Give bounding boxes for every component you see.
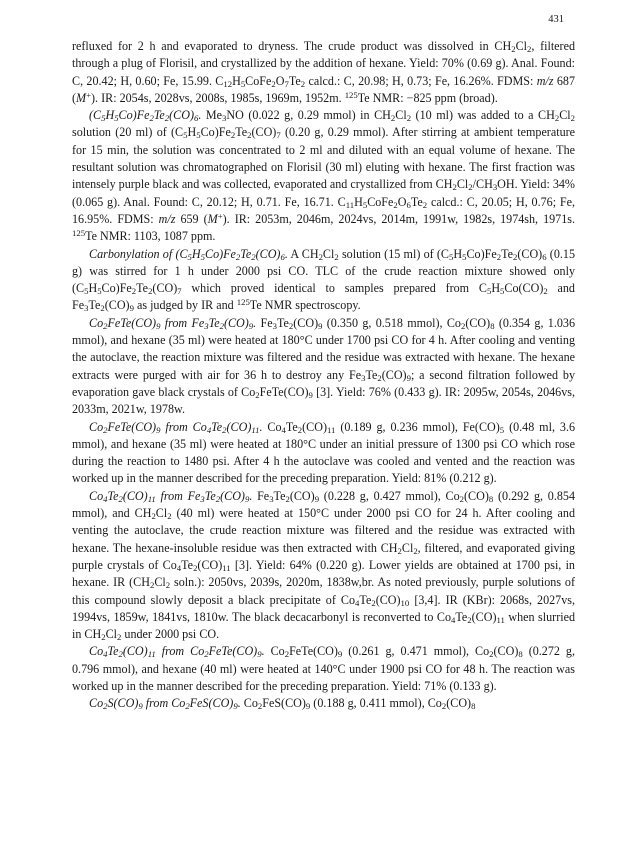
paragraph-co2fete-from-co4te2: $Co_2FeTe(CO)_9$ from $Co_4Te_2(CO)_{11}$. $Co_4Te_2(CO)_{11}$ (0.189 g, 0.236 mmol), $Fe(CO)_5$ (0.48 ml, 3.6 mmol), and hexane (35 ml) were heated at 180°C under an initial pressure of 1300 psi CO which rose during the reaction to 1480 psi. After 4 h the autoclave was cooled and vented and the reaction was worked up in the manner described for the preceding preparation. Yield: 81% (0.212 g). bbox=[72, 419, 576, 486]
paragraph-continuation: refluxed for 2 h and evaporated to dryness. The crude product was dissolved in $CH_2Cl_2$, filtered through a plug of Florisil, and crystallized by the addition of hexane. Yield: 70% (0.69 g). Anal. Found: C, 20.42; H, 0.60; Fe, 15.99. $C_{12}H_5CoFe_2O_7Te_2$ calcd.: C, 20.98; H, 0.73; Fe, 16.26%. FDMS: m/z 687 (M+). IR: 2054s, 2028vs, 2008s, 1985s, 1969m, 1952m. $^{125}$Te NMR: −825 ppm (broad). bbox=[72, 39, 575, 105]
paragraph-co4te2-from-co2fete: $Co_4Te_2(CO)_{11}$ from $Co_2FeTe(CO)_9$. $Co_2FeTe(CO)_9$ (0.261 g, 0.471 mmol), $Co_2(CO)_8$ (0.272 g, 0.796 mmol), and hexane (40 ml) were heated at 140°C under 1900 psi CO for 48 h. The reaction was worked up in the manner described for the preceding preparation. Yield: 71% (0.133 g). bbox=[72, 644, 576, 693]
body-text bbox=[72, 38, 575, 713]
page-number: 431 bbox=[548, 14, 564, 25]
paragraph-carbonylation: Carbonylation of $(C_5H_5Co)Fe_2Te_2(CO)_6$. A $CH_2Cl_2$ solution (15 ml) of $(C_5H_5Co)Fe_2Te_2(CO)_6$ (0.15 g) was stirred for 1 h under 2000 psi CO. TLC of the crude reaction mixture showed only $(C_5H_5Co)Fe_2Te_2(CO)_7$ which proved identical to samples prepared from $C_5H_5Co(CO)_2$ and $Fe_3Te_2(CO)_9$ as judged by IR and $^{125}$Te NMR spectroscopy. bbox=[72, 246, 575, 314]
paragraph-co4te2-from-fe3te2: $Co_4Te_2(CO)_{11}$ from $Fe_3Te_2(CO)_9$. $Fe_3Te_2(CO)_9$ (0.228 g, 0.427 mmol), $Co_2(CO)_8$ (0.292 g, 0.854 mmol), and $CH_2Cl_2$ (40 ml) were heated at 150°C under 2000 psi CO for 24 h. After cooling and venting the autoclave, the crude reaction mixture was filtered and the residue was extracted with hexane. The hexane-insoluble residue was then extracted with $CH_2Cl_2$, filtered, and evaporated giving purple crystals of $Co_4Te_2(CO)_{11}$ [3]. Yield: 64% (0.220 g). Lower yields are obtained at 1700 psi, in hexane. IR ($CH_2Cl_2$ soln.): 2050vs, 2039s, 2020m, 1838w,br. As noted previously, purple solutions of this compound slowly deposit a black precipitate of $Co_4Te_2(CO)_{10}$ [3,4]. IR (KBr): 2068s, 2027vs, 1994vs, 1859w, 1841vs, 1810w. The black decacarbonyl is reconverted to $Co_4Te_2(CO)_{11}$ when slurried in $CH_2Cl_2$ under 2000 psi CO. bbox=[72, 488, 576, 642]
paragraph-co2s-from-co2fes: $Co_2S(CO)_9$ from $Co_2FeS(CO)_9$. $Co_2FeS(CO)_9$ (0.188 g, 0.411 mmol), $Co_2(CO)_8$ bbox=[89, 696, 476, 712]
paragraph-co2fete-from-fe3te2: $Co_2FeTe(CO)_9$ from $Fe_3Te_2(CO)_9$. $Fe_3Te_2(CO)_9$ (0.350 g, 0.518 mmol), $Co_2(CO)_8$ (0.354 g, 1.036 mmol), and hexane (35 ml) were heated at 180°C under 1700 psi CO for 4 h. After cooling and venting the autoclave, the reaction mixture was filtered and the residue was extracted with hexane. The hexane extracts were purged with air for 36 h to destroy any $Fe_3Te_2(CO)_9$; a second filtration followed by evaporation gave black crystals of $Co_2FeTe(CO)_9$ [3]. Yield: 76% (0.433 g). IR: 2095w, 2054s, 2046vs, 2033m, 2021w, 1978w. bbox=[72, 315, 576, 417]
paragraph-cp-co-fe2te2-co6: $(C_5H_5Co)Fe_2Te_2(CO)_6$. $Me_3NO$ (0.022 g, 0.29 mmol) in $CH_2Cl_2$ (10 ml) was added to a $CH_2Cl_2$ solution (20 ml) of $(C_5H_5Co)Fe_2Te_2(CO)_7$ (0.20 g, 0.29 mmol). After stirring at ambient temperature for 15 min, the solution was concentrated to 2 ml and diluted with an equal volume of hexane. The resultant solution was chromatographed on Florisil (30 ml) eluting with hexane. The first fraction was intensely purple black and was collected, evaporated and crystallized from $CH_2Cl_2/CH_3OH$. Yield: 34% (0.065 g). Anal. Found: C, 20.12; H, 0.71. Fe, 16.71. $C_{11}H_5CoFe_2O_6Te_2$ calcd.: C, 20.05; H, 0.76; Fe, 16.95%. FDMS: m/z 659 (M+). IR: 2053m, 2046m, 2024vs, 2014m, 1991w, 1982s, 1974sh, 1971s. $^{125}$Te NMR: 1103, 1087 ppm. bbox=[72, 108, 576, 244]
